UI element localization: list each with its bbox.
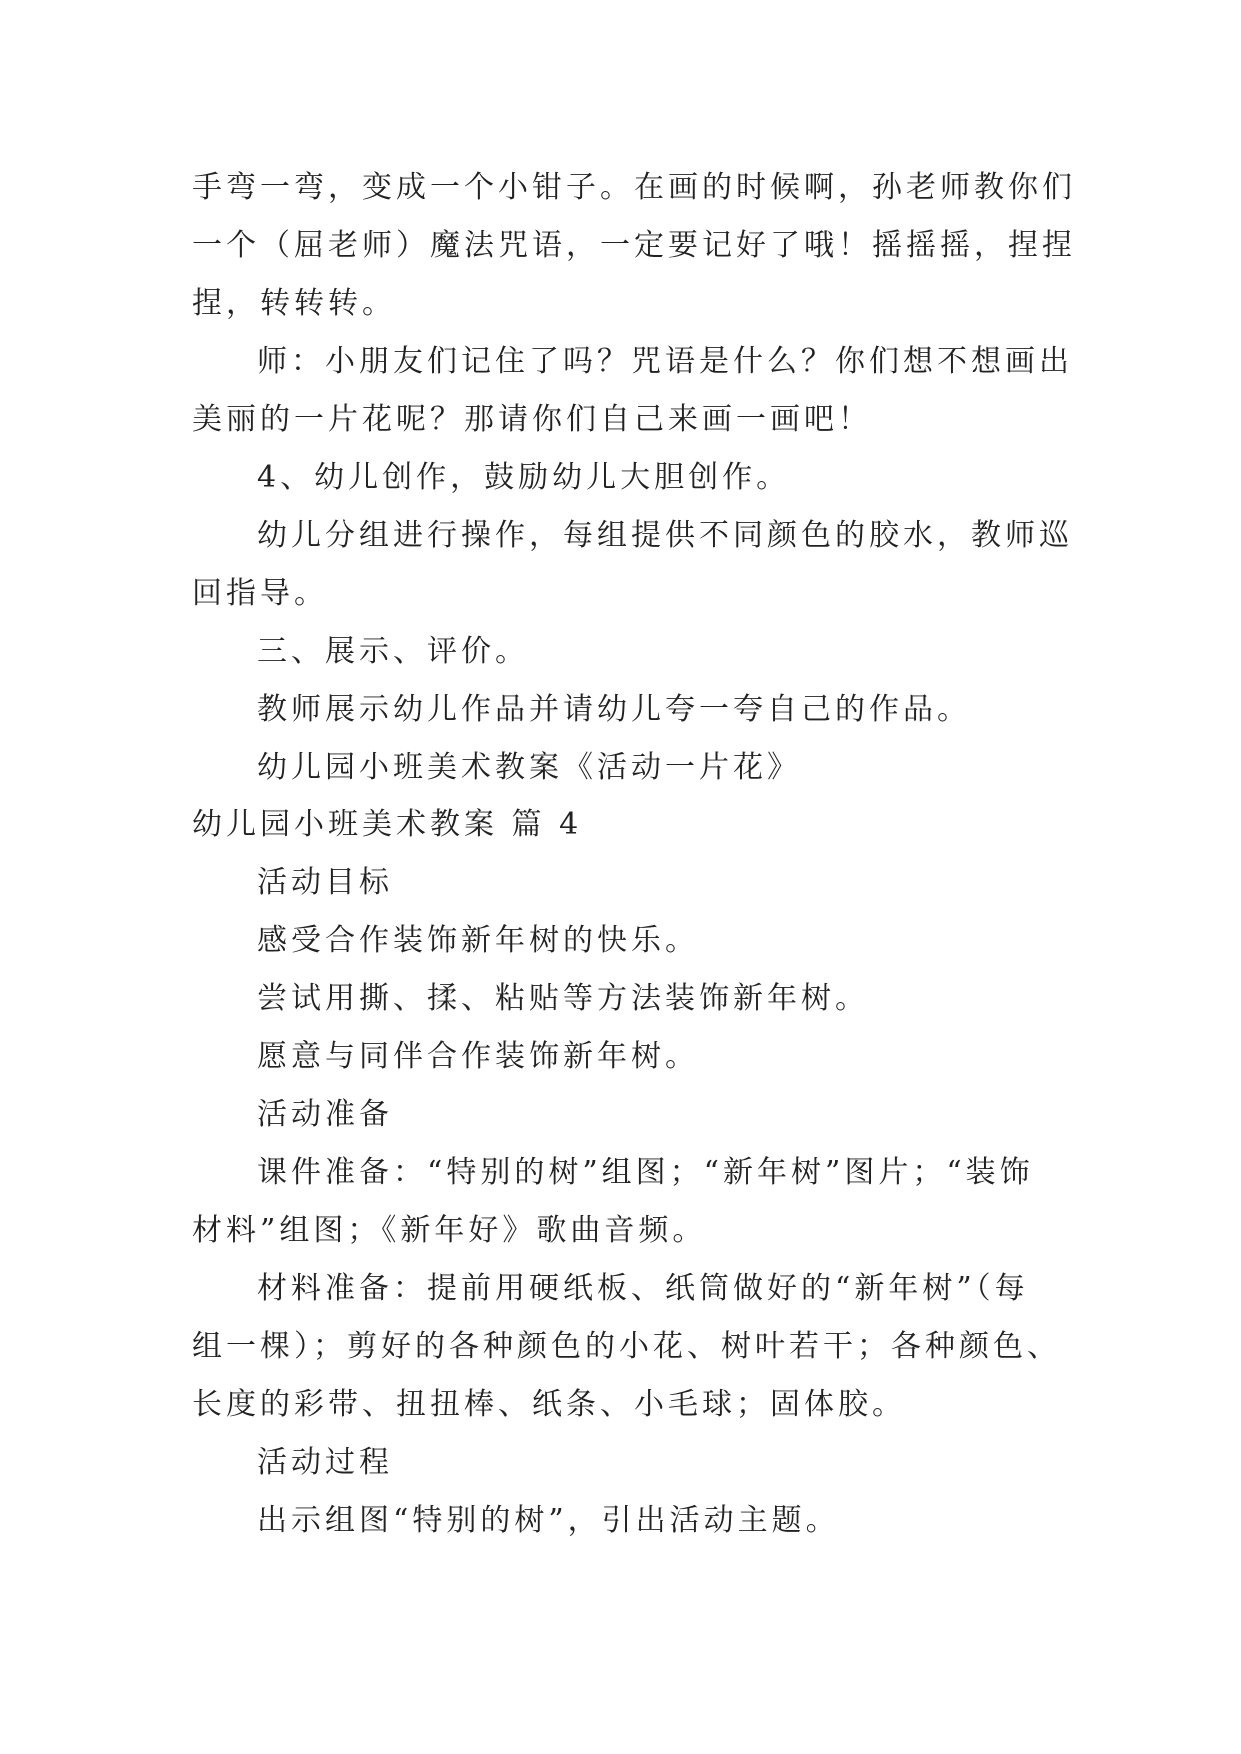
paragraph-line: 尝试用撕、揉、粘贴等方法装饰新年树。 (257, 981, 869, 1016)
paragraph-line: 活动目标 (257, 865, 393, 900)
paragraph-line: 长度的彩带、扭扭棒、纸条、小毛球；固体胶。 (192, 1387, 906, 1422)
paragraph-line: 活动过程 (257, 1445, 393, 1480)
paragraph-line: 感受合作装饰新年树的快乐。 (257, 923, 699, 958)
paragraph-line: 一个（屈老师）魔法咒语，一定要记好了哦！摇摇摇，捏捏 (192, 228, 1076, 263)
paragraph-line: 回指导。 (192, 576, 328, 611)
paragraph-line: 课件准备：“特别的树”组图；“新年树”图片；“装饰 (257, 1155, 1034, 1190)
paragraph-line: 教师展示幼儿作品并请幼儿夸一夸自己的作品。 (257, 692, 971, 727)
paragraph-line: 三、展示、评价。 (257, 634, 529, 669)
paragraph-line: 组一棵）；剪好的各种颜色的小花、树叶若干；各种颜色、 (192, 1329, 1061, 1364)
paragraph-line: 材料准备：提前用硬纸板、纸筒做好的“新年树”（每 (257, 1271, 1029, 1306)
paragraph-line: 出示组图“特别的树”，引出活动主题。 (257, 1503, 840, 1538)
paragraph-line: 愿意与同伴合作装饰新年树。 (257, 1039, 699, 1074)
paragraph-line: 幼儿分组进行操作，每组提供不同颜色的胶水，教师巡 (257, 518, 1073, 553)
paragraph-line: 幼儿园小班美术教案《活动一片花》 (257, 750, 801, 785)
paragraph-line: 捏，转转转。 (192, 286, 396, 321)
paragraph-line: 活动准备 (257, 1097, 393, 1132)
paragraph-line: 手弯一弯，变成一个小钳子。在画的时候啊，孙老师教你们 (192, 170, 1076, 205)
paragraph-line: 4、幼儿创作，鼓励幼儿大胆创作。 (257, 460, 791, 495)
paragraph-line: 美丽的一片花呢？那请你们自己来画一画吧！ (192, 402, 872, 437)
paragraph-line: 师：小朋友们记住了吗？咒语是什么？你们想不想画出 (257, 344, 1073, 379)
paragraph-line: 材料”组图；《新年好》歌曲音频。 (192, 1213, 707, 1248)
section-heading: 幼儿园小班美术教案 篇 4 (192, 807, 583, 842)
